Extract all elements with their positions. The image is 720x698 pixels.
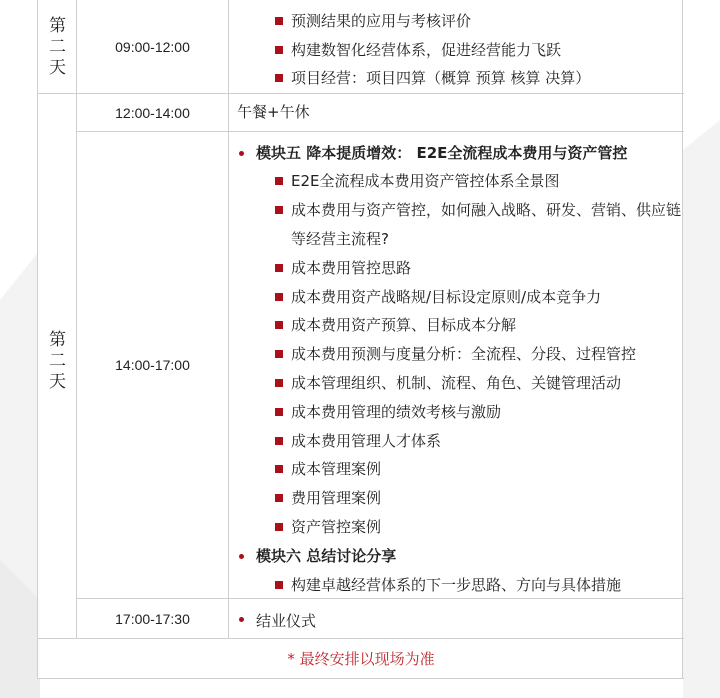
time-cell: 14:00-17:00 [77, 132, 229, 598]
content-cell [229, 0, 684, 93]
square-bullet-icon [275, 523, 283, 531]
lunch-text: 午餐+午休 [237, 103, 310, 121]
dot-bullet-icon [239, 554, 244, 559]
day-label-top: 第 二 天 [49, 16, 66, 78]
list-item: 费用管理案例 [291, 489, 382, 507]
square-bullet-icon [275, 494, 283, 502]
list-item: 成本费用预测与度量分析：全流程、分段、过程管控 [291, 345, 637, 363]
dot-bullet-icon [239, 617, 244, 622]
content-cell [229, 599, 684, 638]
list-item-continuation: 等经营主流程? [291, 230, 389, 248]
square-bullet-icon [275, 321, 283, 329]
day-label-main: 第 二 天 [49, 330, 66, 392]
time-cell: 09:00-12:00 [77, 0, 229, 93]
day-cell [38, 94, 77, 639]
list-item: 成本费用管理的绩效考核与激励 [291, 403, 502, 421]
square-bullet-icon [275, 206, 283, 214]
list-item: 资产管控案例 [291, 518, 382, 536]
square-bullet-icon [275, 379, 283, 387]
square-bullet-icon [275, 293, 283, 301]
time-cell: 17:00-17:30 [77, 599, 229, 638]
table-row [77, 132, 684, 599]
square-bullet-icon [275, 17, 283, 25]
content-cell [229, 94, 684, 131]
time-cell: 12:00-14:00 [77, 94, 229, 131]
day-cell [38, 0, 77, 93]
square-bullet-icon [275, 581, 283, 589]
list-item: 成本费用与资产管控，如何融入战略、研发、营销、供应链 [291, 201, 682, 219]
module-title: 模块六 总结讨论分享 [256, 547, 397, 565]
table-row [77, 599, 684, 639]
table-row [38, 0, 684, 94]
schedule-table [37, 0, 683, 679]
list-item: 成本费用资产预算、目标成本分解 [291, 316, 517, 334]
list-item: 项目经营：项目四算（概算 预算 核算 决算） [291, 69, 591, 87]
dot-bullet-icon [239, 151, 244, 156]
square-bullet-icon [275, 350, 283, 358]
list-item: 构建卓越经营体系的下一步思路、方向与具体措施 [291, 576, 622, 594]
content-cell [229, 132, 684, 598]
list-item: E2E全流程成本费用资产管控体系全景图 [291, 172, 560, 190]
square-bullet-icon [275, 74, 283, 82]
list-item: 预测结果的应用与考核评价 [291, 12, 472, 30]
list-item: 成本费用管理人才体系 [291, 432, 442, 450]
square-bullet-icon [275, 408, 283, 416]
list-item: 成本费用管控思路 [291, 259, 412, 277]
module-title: 模块五 降本提质增效： E2E全流程成本费用与资产管控 [256, 144, 628, 162]
square-bullet-icon [275, 465, 283, 473]
closing-text: 结业仪式 [256, 612, 317, 630]
list-item: 构建数智化经营体系，促进经营能力飞跃 [291, 41, 562, 59]
square-bullet-icon [275, 46, 283, 54]
square-bullet-icon [275, 437, 283, 445]
list-item: 成本费用资产战略规/目标设定原则/成本竞争力 [291, 288, 602, 306]
square-bullet-icon [275, 177, 283, 185]
footer-note: * 最终安排以现场为准 [38, 639, 684, 679]
list-item: 成本管理案例 [291, 460, 382, 478]
table-row [77, 94, 684, 132]
square-bullet-icon [275, 264, 283, 272]
list-item: 成本管理组织、机制、流程、角色、关键管理活动 [291, 374, 622, 392]
